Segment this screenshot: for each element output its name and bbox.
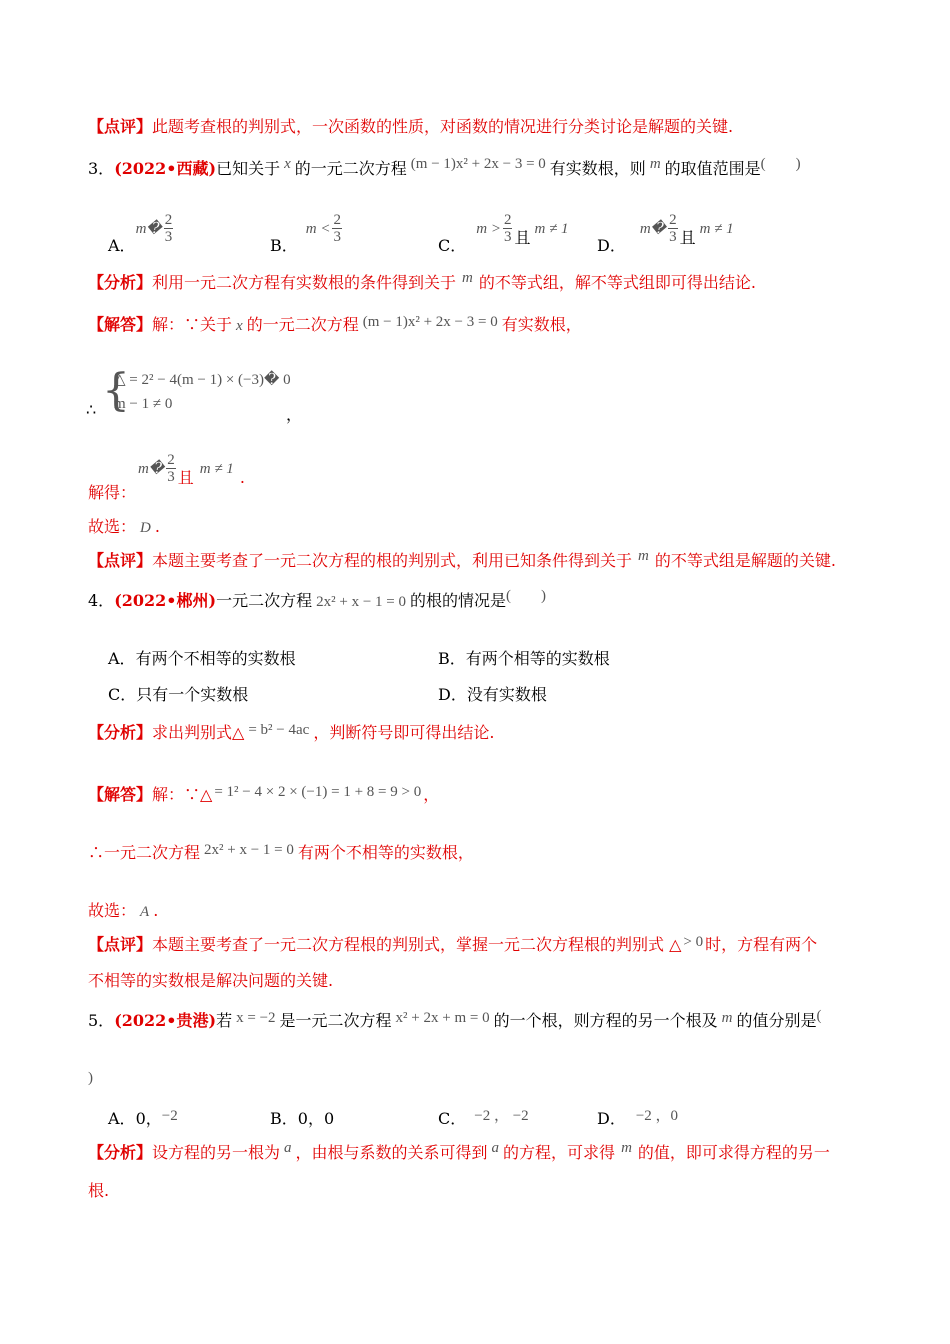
question-4 [88,590,546,613]
therefore-text: ∴一元二次方程 [88,843,201,862]
analysis-text: 利用一元二次方程有实数根的条件得到关于 [152,273,457,292]
answer-blank-open: ( [816,1008,822,1024]
question-text: 一元二次方程 [216,591,313,610]
q4-comment-line2 [88,970,333,992]
option-a [108,212,175,255]
comment-text: 此题考查根的判别式，一次函数的性质，对函数的情况进行分类讨论是解题的关键. [152,117,734,136]
analysis-tag: 【分析】 [88,1143,153,1162]
numerator: 2 [167,452,175,468]
answer-blank: ( ) [506,588,547,604]
equation: 2x² + x − 1 = 0 [204,842,294,858]
question-5-line2 [88,1066,93,1089]
option-text: 只有一个实数根 [136,685,249,704]
math-var: m [462,270,473,286]
question-number: 5． [88,1011,115,1030]
option-label: D． [597,1109,626,1128]
analysis-tag: 【分析】 [88,723,153,742]
question-text: 的一个根，则方程的另一个根及 [493,1011,718,1030]
answer-letter: D [140,520,151,536]
question-text: 是一元二次方程 [279,1011,392,1030]
comment-text: 本题主要考查了一元二次方程根的判别式，掌握一元二次方程根的判别式 △ [152,935,682,954]
system-row-2 [114,396,172,413]
comment-tag: 【点评】 [88,551,153,570]
analysis-text: 求出判别式△ [152,723,245,742]
option-text: 0，0 [297,1109,335,1128]
analysis-text: 的方程，可求得 [503,1143,616,1162]
q4-analysis [88,722,494,745]
option-c [438,1106,529,1129]
math-var: x [236,318,243,334]
option-a [108,1106,178,1129]
question-text: 的根的情况是 [410,591,507,610]
option-text: 且 [679,228,696,247]
option-d [597,212,734,255]
numerator: 2 [333,212,341,228]
q5-analysis-line2 [88,1180,109,1202]
option-label: C． [438,236,467,255]
fraction [668,212,678,245]
option-text: 有两个不相等的实数根 [135,649,296,668]
q4-therefore [88,842,474,865]
choose-label: 故选： [88,517,137,536]
question-3 [88,158,801,181]
therefore-text: ∴ [86,400,97,419]
math-var: m [649,156,661,172]
q4-solution [88,784,439,807]
question-source: (2022•西藏) [114,159,217,178]
system-row-text: m − 1 ≠ 0 [114,396,173,412]
option-label: A． [108,236,136,255]
option-d [597,1106,678,1129]
equation: = 1² − 4 × 2 × (−1) = 1 + 8 = 9 > 0 [214,784,422,800]
denominator: 3 [167,469,175,485]
q3-choose [88,516,160,539]
option-c [438,212,569,255]
system-row-1 [114,370,291,389]
equation: x = −2 [236,1010,276,1026]
q5-analysis [88,1142,830,1165]
option-c [108,682,248,705]
question-source: (2022•郴州) [114,591,217,610]
equation: x² + 2x + m = 0 [395,1010,490,1026]
q3-solved-expr [138,452,245,485]
option-label: D． [597,236,626,255]
analysis-text: ，由根与系数的关系可得到 [295,1143,488,1162]
denominator: 3 [333,229,341,245]
q3-solution [88,314,582,337]
option-math: m > [476,221,501,237]
option-math: m ≠ 1 [534,221,569,237]
question-number: 3． [88,159,115,178]
option-math: m < [305,221,331,237]
analysis-text: ，判断符号即可得出结论. [313,723,495,742]
option-label: B． [270,1109,298,1128]
question-5 [88,1010,821,1033]
question-source: (2022•贵港) [114,1011,217,1030]
option-label: A． [108,1109,136,1128]
solved-label-text: 解得： [88,483,137,502]
fraction [503,212,513,245]
option-math: m� [135,221,162,237]
analysis-text: 的值，即可求得方程的另一 [637,1143,830,1162]
fraction [332,212,342,245]
q4-comment [88,934,817,957]
denominator: 3 [669,229,677,245]
comment-text: 不相等的实数根是解决问题的关键. [88,971,334,990]
solution-text: ， [423,785,440,804]
analysis-text: 设方程的另一根为 [152,1143,281,1162]
math-var: a [284,1140,292,1156]
question-text: 的一元二次方程 [294,159,407,178]
comment-text: 时，方程有两个 [705,935,818,954]
math-var: m [721,1010,733,1026]
q3-solved-label [88,480,136,503]
option-b [438,646,610,669]
numerator: 2 [164,212,173,228]
and-text: 且 [177,468,194,487]
dot-text: . [239,468,245,487]
therefore-symbol [86,400,96,419]
brace: { [102,365,130,416]
option-label: B． [270,236,298,255]
option-text: 没有实数根 [466,685,547,704]
solution-text: 解：∵关于 [152,315,233,334]
comment-text: 本题主要考查了一元二次方程的根的判别式，利用已知条件得到关于 [152,551,633,570]
equation: > 0 [683,934,704,950]
question-text: 已知关于 [216,159,281,178]
option-d [438,682,547,705]
fraction [166,452,176,485]
solution-tag: 【解答】 [88,785,153,804]
equation: = b² − 4ac [248,722,310,738]
solution-tag: 【解答】 [88,315,153,334]
math-var: m [621,1140,632,1156]
option-label: A． [108,649,136,668]
option-math: m ≠ 1 [699,221,734,237]
comment-tag: 【点评】 [88,935,153,954]
option-text: 有两个相等的实数根 [465,649,610,668]
option-text: 0， [135,1109,162,1128]
choose-label: 故选： [88,901,137,920]
equation: 2x² + x − 1 = 0 [316,594,406,610]
question-text: 的值分别是 [736,1011,817,1030]
analysis-tag: 【分析】 [88,273,153,292]
math-var: m [638,548,649,564]
option-a [108,646,296,669]
math-var: a [491,1140,500,1156]
option-text: 且 [514,228,531,247]
option-math: −2 ， −2 [474,1108,529,1124]
solution-text: 的一元二次方程 [246,315,359,334]
option-label: C． [438,1109,467,1128]
numerator: 2 [503,212,512,228]
question-number: 4． [88,591,115,610]
system-comma [286,402,302,425]
comma-text: ， [286,405,303,424]
comment-text: 的不等式组是解题的关键. [654,551,836,570]
system-row-text: △ = 2² − 4(m − 1) × (−3)� 0 [114,372,291,388]
denominator: 3 [164,229,173,245]
dot-text: . [154,517,160,536]
numerator: 2 [669,212,677,228]
option-math: −2 ，0 [635,1108,679,1124]
equation: (m − 1)x² + 2x − 3 = 0 [410,156,546,172]
solution-text: 有实数根， [501,315,582,334]
option-math: −2 [161,1108,178,1124]
comment-tag: 【点评】 [88,117,153,136]
question-text: 的取值范围是 [664,159,761,178]
analysis-text: 的不等式组，解不等式组即可得出结论. [478,273,756,292]
solution-text: 解：∵△ [152,785,213,804]
answer-blank-close: ) [88,1070,93,1086]
option-b [270,1106,334,1129]
therefore-text: 有两个不相等的实数根， [297,843,474,862]
q3-comment [88,550,836,573]
answer-letter: A [140,904,150,920]
math-var: x [284,156,291,172]
fraction [164,212,174,245]
q3-analysis [88,272,756,295]
denominator: 3 [503,229,512,245]
option-math: m� [138,461,165,477]
previous-comment [88,116,733,138]
option-label: B． [438,649,466,668]
option-math: m ≠ 1 [199,461,234,477]
q4-choose [88,900,158,923]
option-math: m� [639,221,667,237]
question-text: 有实数根，则 [549,159,646,178]
question-text: 若 [216,1011,233,1030]
equation: (m − 1)x² + 2x − 3 = 0 [362,314,498,330]
analysis-text: 根. [88,1181,110,1200]
option-b [270,212,344,255]
answer-blank: ( ) [760,156,801,172]
option-label: D． [438,685,467,704]
option-label: C． [108,685,137,704]
dot-text: . [153,901,159,920]
